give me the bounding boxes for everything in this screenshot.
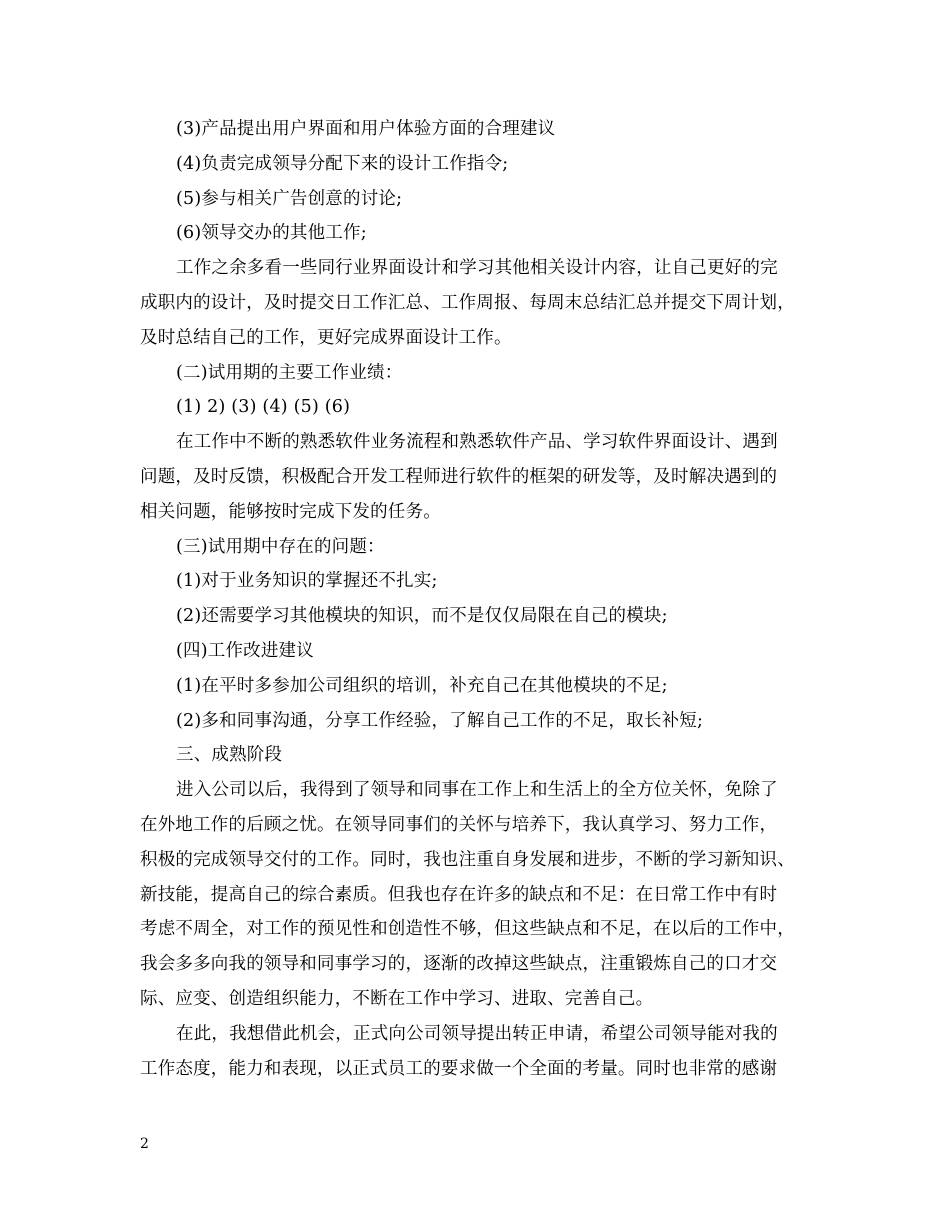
text-line: (1)在平时多参加公司组织的培训，补充自己在其他模块的不足; — [176, 675, 668, 696]
text-line: (2)多和同事沟通，分享工作经验，了解自己工作的不足，取长补短; — [176, 710, 704, 731]
text-line: (4)负责完成领导分配下来的设计工作指令; — [176, 153, 509, 174]
text-line: 际、应变、创造组织能力，不断在工作中学习、进取、完善自己。 — [140, 988, 654, 1009]
text-line: 在工作中不断的熟悉软件业务流程和熟悉软件产品、学习软件界面设计、遇到 — [176, 432, 778, 453]
document-body — [140, 112, 820, 1086]
text-line: 在外地工作的后顾之忧。在领导同事们的关怀与培养下，我认真学习、努力工作， — [140, 814, 778, 835]
text-line: (1) 2) (3) (4) (5) (6) — [176, 397, 351, 418]
text-line: 及时总结自己的工作，更好完成界面设计工作。 — [140, 327, 512, 348]
text-line: 积极的完成领导交付的工作。同时，我也注重自身发展和进步，不断的学习新知识、 — [140, 849, 795, 870]
text-line: (1)对于业务知识的掌握还不扎实; — [176, 571, 438, 592]
text-line: (3)产品提出用户界面和用户体验方面的合理建议 — [176, 119, 556, 139]
text-line: 考虑不周全，对工作的预见性和创造性不够，但这些缺点和不足，在以后的工作中， — [140, 919, 795, 940]
text-line: 成职内的设计，及时提交日工作汇总、工作周报、每周末总结汇总并提交下周计划， — [140, 292, 795, 313]
text-line: (6)领导交办的其他工作; — [176, 223, 367, 244]
text-line: 我会多多向我的领导和同事学习的，逐渐的改掉这些缺点，注重锻炼自己的口才交 — [140, 954, 778, 975]
text-line: 三、成熟阶段 — [176, 745, 283, 766]
text-line: (三)试用期中存在的问题： — [176, 536, 385, 557]
text-line: (5)参与相关广告创意的讨论; — [176, 188, 403, 209]
text-line: 进入公司以后，我得到了领导和同事在工作上和生活上的全方位关怀，免除了 — [176, 780, 778, 801]
text-line: 工作之余多看一些同行业界面设计和学习其他相关设计内容，让自己更好的完 — [176, 258, 778, 279]
text-line: 新技能，提高自己的综合素质。但我也存在许多的缺点和不足：在日常工作中有时 — [140, 884, 778, 905]
text-line: (二)试用期的主要工作业绩： — [176, 362, 403, 383]
page-number: 2 — [140, 1136, 149, 1152]
text-line: 在此，我想借此机会，正式向公司领导提出转正申请，希望公司领导能对我的 — [176, 1023, 778, 1044]
text-line: (2)还需要学习其他模块的知识，而不是仅仅局限在自己的模块; — [176, 606, 668, 627]
text-line: 问题，及时反馈，积极配合开发工程师进行软件的框架的研发等，及时解决遇到的 — [140, 466, 778, 487]
text-line: 相关问题，能够按时完成下发的任务。 — [140, 501, 441, 522]
text-line: (四)工作改进建议 — [176, 640, 314, 661]
text-line: 工作态度，能力和表现，以正式员工的要求做一个全面的考量。同时也非常的感谢 — [140, 1058, 778, 1079]
